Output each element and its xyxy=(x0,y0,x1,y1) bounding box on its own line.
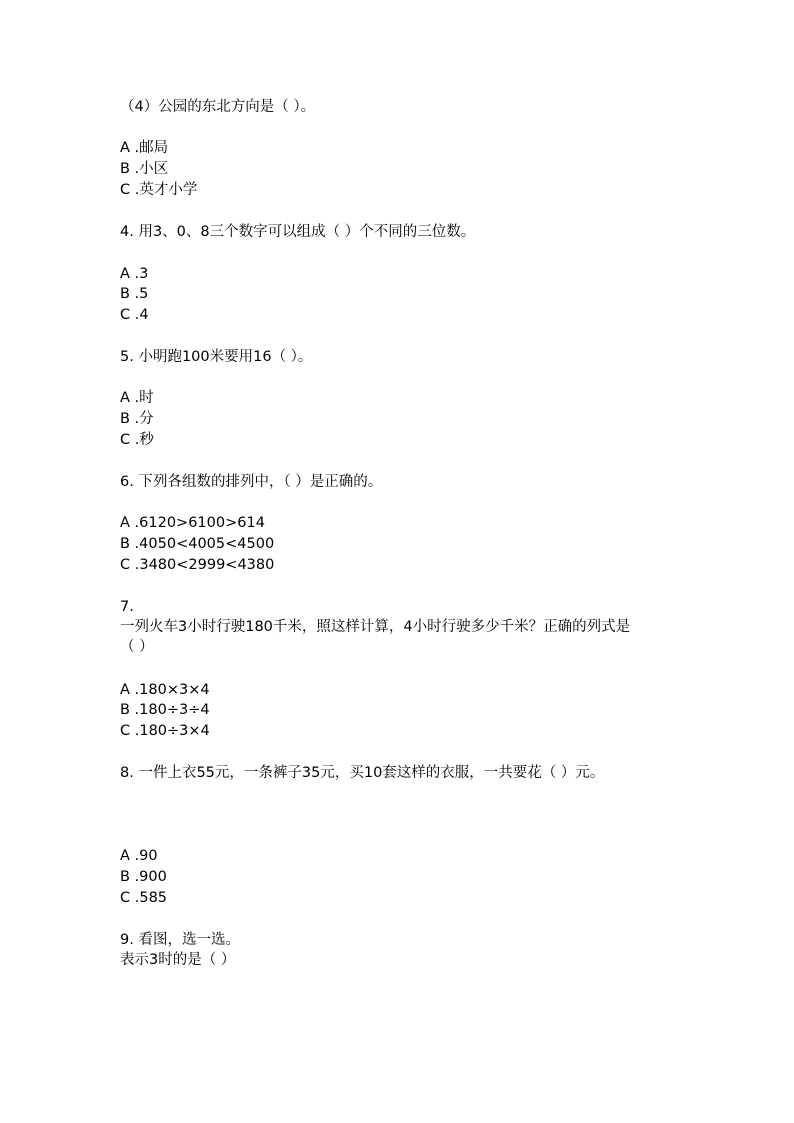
option-c: C .4 xyxy=(120,307,149,323)
option-a: A .3 xyxy=(120,266,149,282)
question-stem: 8. 一件上衣55元，一条裤子35元，买10套这样的衣服，一共要花（ ）元。 xyxy=(120,765,605,781)
option-b: B .5 xyxy=(120,286,149,302)
question-stem-continued: （ ） xyxy=(120,639,154,655)
option-a: A .180×3×4 xyxy=(120,682,210,698)
question-stem: 一列火车3小时行驶180千米，照这样计算，4小时行驶多少千米？正确的列式是 xyxy=(120,619,631,635)
option-c: C .秒 xyxy=(120,432,154,448)
question-stem-continued: 表示3时的是（ ） xyxy=(120,952,236,968)
option-c: C .英才小学 xyxy=(120,182,198,198)
question-number: 7. xyxy=(120,599,134,615)
option-b: B .分 xyxy=(120,411,154,427)
option-c: C .180÷3×4 xyxy=(120,723,210,739)
option-b: B .4050<4005<4500 xyxy=(120,536,275,552)
option-a: A .6120>6100>614 xyxy=(120,515,265,531)
question-stem: 4. 用3、0、8三个数字可以组成（ ）个不同的三位数。 xyxy=(120,224,476,240)
option-b: B .900 xyxy=(120,869,167,885)
option-a: A .邮局 xyxy=(120,140,169,156)
question-stem: 6. 下列各组数的排列中，（ ）是正确的。 xyxy=(120,474,383,490)
option-a: A .90 xyxy=(120,848,158,864)
question-stem: 5. 小明跑100米要用16（ ）。 xyxy=(120,349,313,365)
question-stem: 9. 看图，选一选。 xyxy=(120,932,240,948)
option-b: B .180÷3÷4 xyxy=(120,702,210,718)
option-c: C .585 xyxy=(120,890,168,906)
option-b: B .小区 xyxy=(120,161,169,177)
option-c: C .3480<2999<4380 xyxy=(120,557,275,573)
question-stem: （4）公园的东北方向是（ ）。 xyxy=(120,99,316,115)
option-a: A .时 xyxy=(120,390,154,406)
